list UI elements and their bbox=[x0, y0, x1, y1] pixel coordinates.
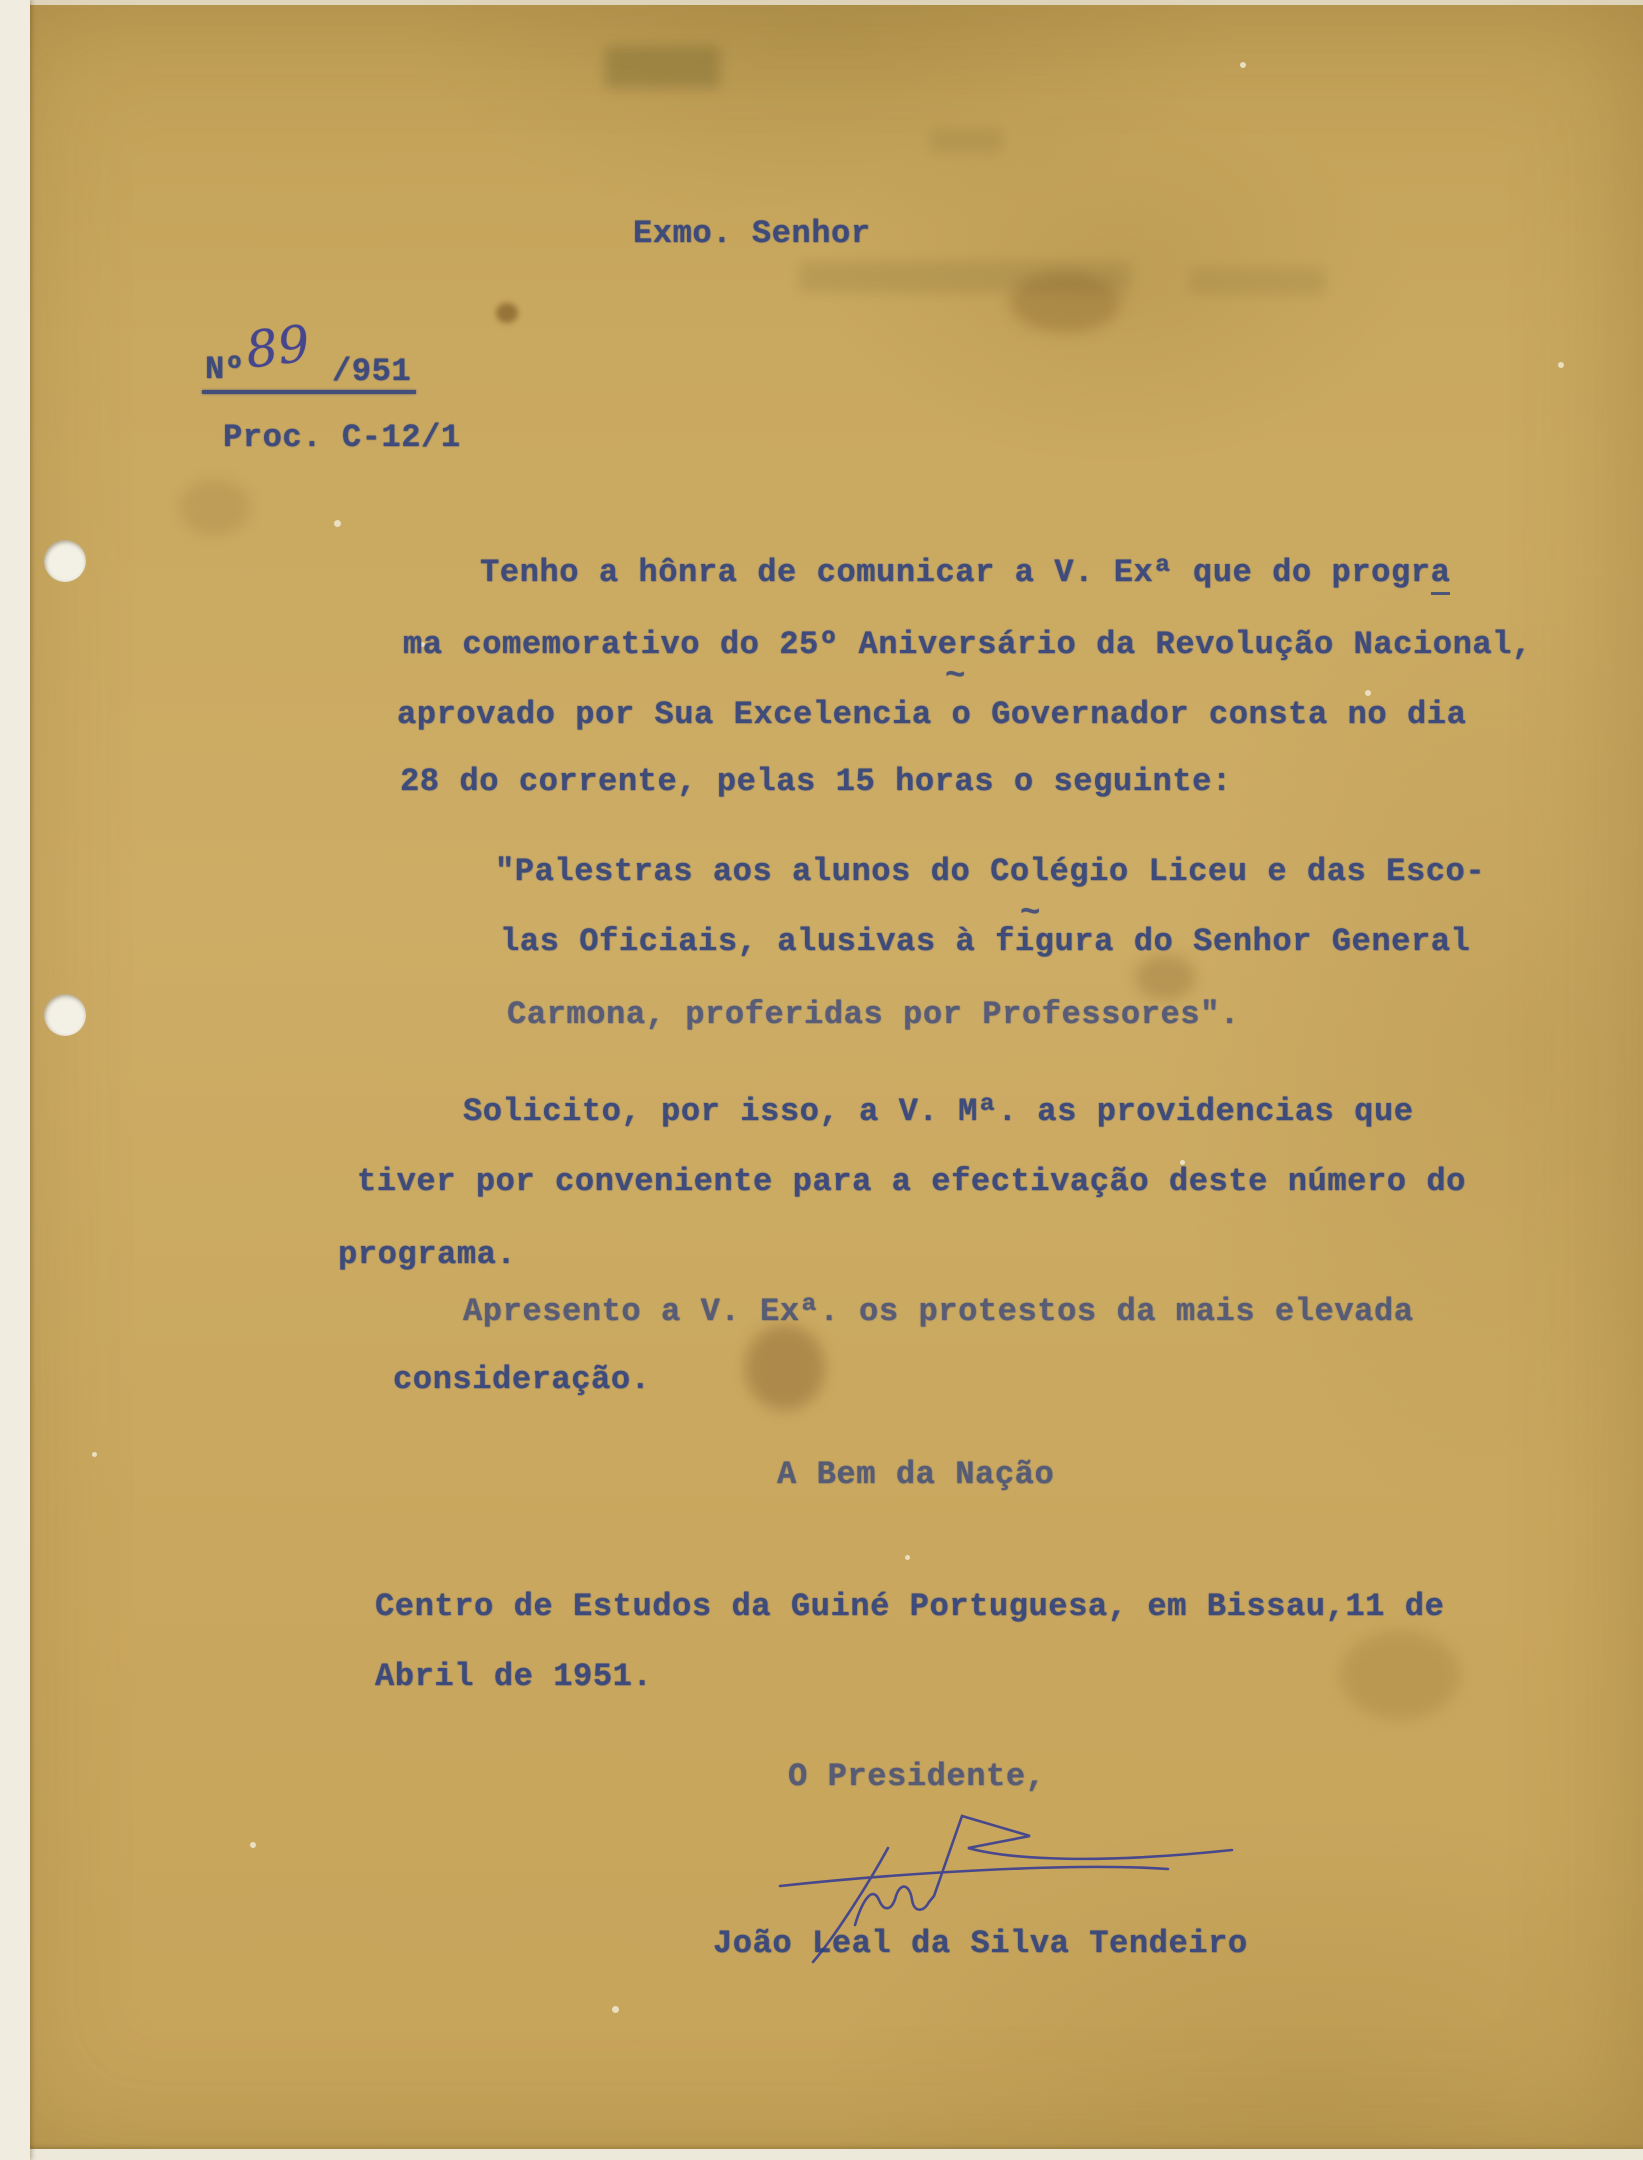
paper-fleck bbox=[1558, 362, 1564, 368]
bleedthrough-mark bbox=[605, 46, 720, 88]
paper-fleck bbox=[334, 520, 341, 527]
para2-line3: programa. bbox=[338, 1236, 517, 1273]
valediction: A Bem da Nação bbox=[777, 1456, 1055, 1493]
paper-fleck bbox=[905, 1555, 910, 1560]
quote-line1: "Palestras aos alunos do Colégio Liceu e das Esco- bbox=[495, 853, 1486, 890]
signer-name: João Leal da Silva Tendeiro bbox=[713, 1925, 1248, 1962]
stray-tilde-mark: ~ bbox=[1020, 895, 1041, 933]
punch-hole-top bbox=[44, 540, 86, 582]
bleedthrough-mark bbox=[930, 130, 1002, 152]
paper-fleck bbox=[612, 2006, 619, 2013]
paper-fleck bbox=[1240, 62, 1246, 68]
stain bbox=[1010, 272, 1120, 332]
paper-fleck bbox=[92, 1452, 97, 1457]
signature-stroke-main bbox=[855, 1816, 1232, 1925]
stain bbox=[745, 1325, 825, 1410]
ref-year: /951 bbox=[332, 353, 412, 390]
quote-line2: las Oficiais, alusivas à figura do Senhor General bbox=[500, 923, 1471, 960]
paper-fleck bbox=[250, 1842, 256, 1848]
paper-edge-bottom bbox=[0, 2149, 1643, 2160]
para2-line1: Solicito, por isso, a V. Mª. as providencias que bbox=[463, 1093, 1414, 1130]
stain bbox=[180, 480, 250, 535]
para1-line4: 28 do corrente, pelas 15 horas o seguinte: bbox=[400, 763, 1232, 800]
ref-number-handwritten: 89 bbox=[242, 314, 313, 380]
para3-line2: consideração. bbox=[393, 1361, 651, 1398]
bleedthrough-mark bbox=[1190, 268, 1325, 294]
stain bbox=[1340, 1630, 1460, 1720]
paper-edge-top bbox=[0, 0, 1643, 5]
stray-tilde-mark: ~ bbox=[945, 658, 966, 696]
stain bbox=[496, 303, 518, 323]
process-number: Proc. C-12/1 bbox=[223, 419, 461, 456]
salutation: Exmo. Senhor bbox=[633, 215, 871, 252]
para1-line2: ma comemorativo do 25º Aniversário da Revolução Nacional, bbox=[403, 626, 1532, 663]
place-date-line2: Abril de 1951. bbox=[375, 1658, 653, 1695]
ref-underline bbox=[202, 390, 416, 394]
scanner-edge-strip bbox=[0, 0, 30, 2160]
para3-line1: Apresento a V. Exª. os protestos da mais elevada bbox=[463, 1293, 1414, 1330]
signer-title: O Presidente, bbox=[788, 1758, 1046, 1795]
para1-line3: aprovado por Sua Excelencia o Governador consta no dia bbox=[397, 696, 1467, 733]
para1-line1 bbox=[480, 553, 1450, 593]
para2-line2: tiver por conveniente para a efectivação deste número do bbox=[357, 1163, 1466, 1200]
place-date-line1: Centro de Estudos da Guiné Portuguesa, em Bissau,11 de bbox=[375, 1588, 1445, 1625]
para1-line1-underlined: a bbox=[1431, 554, 1451, 595]
punch-hole-bottom bbox=[44, 994, 86, 1036]
quote-line3: Carmona, proferidas por Professores". bbox=[507, 996, 1240, 1033]
para1-line1-main: Tenho a hônra de comunicar a V. Exª que do progr bbox=[480, 554, 1431, 591]
signature-stroke-underline bbox=[780, 1867, 1168, 1886]
ref-prefix: Nº bbox=[205, 351, 245, 388]
